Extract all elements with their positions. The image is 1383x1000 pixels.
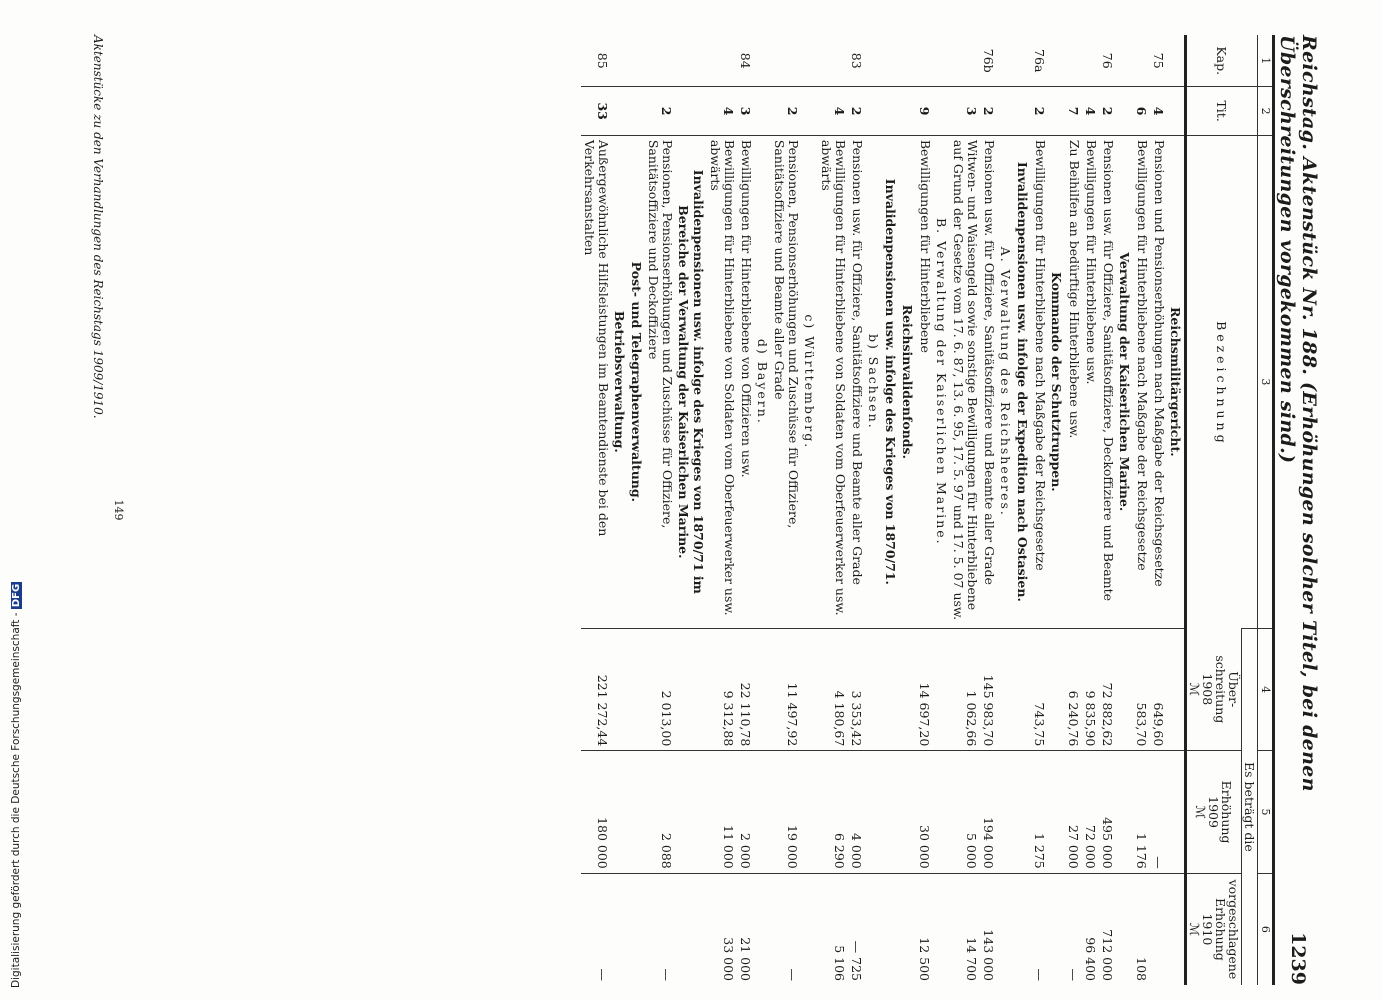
ueberschreitung-cell: 649,60 <box>1150 628 1167 750</box>
table-row <box>1082 35 1099 985</box>
description-cell: Witwen- und Waisengeld sowie sonstige Bewilligungen für Hinterbliebene auf Grund der Gesetze vom 17. 6. 87, 13. 6. 95, 17. 5. 97 und 17. 5. 07 usw. <box>950 135 980 628</box>
tit-cell: 2 <box>771 87 801 135</box>
bottom-page-number: 149 <box>112 499 125 521</box>
kap-cell <box>916 35 933 87</box>
column-number-row <box>1258 35 1274 985</box>
table-row <box>848 35 865 985</box>
section-heading-row <box>1167 35 1186 985</box>
tit-cell: 2 <box>1031 87 1048 135</box>
erhoehung-1910-cell: — <box>771 873 801 985</box>
erhoehung-1910-cell: 712 000 <box>1099 873 1116 985</box>
erhoehung-1909-cell: 27 000 <box>1065 751 1082 873</box>
section-heading-row <box>675 35 707 985</box>
erhoehung-1910-cell: — 725 <box>848 873 865 985</box>
tit-cell: 4 <box>1082 87 1099 135</box>
subsection-heading: c) Württemberg. <box>801 135 818 628</box>
table-body <box>581 35 1186 985</box>
colnum-1: 1 <box>1258 35 1274 87</box>
erhoehung-1910-cell: 5 106 <box>818 873 848 985</box>
column-header-row <box>1242 35 1258 985</box>
section-heading: Verwaltung der Kaiserlichen Marine. <box>1116 135 1133 628</box>
kap-cell <box>771 35 801 87</box>
section-heading: Betriebsverwaltung. <box>611 135 628 628</box>
colnum-5: 5 <box>1258 751 1274 873</box>
table-row <box>645 35 675 985</box>
erhoehung-1909-cell: 495 000 <box>1099 751 1116 873</box>
kap-cell <box>818 35 848 87</box>
subsection-heading-row <box>801 35 818 985</box>
table-row <box>737 35 754 985</box>
table-row <box>581 35 611 985</box>
side-note <box>10 583 24 988</box>
table-row <box>707 35 737 985</box>
header-erhoehung-1910: vorgeschlagene Erhöhung 1910 ℳ <box>1186 873 1242 985</box>
section-heading: Kommando der Schutztruppen. <box>1048 135 1065 628</box>
kap-cell: 84 <box>738 52 753 69</box>
ueberschreitung-cell: 11 497,92 <box>771 628 801 750</box>
ueberschreitung-cell: 72 882,62 <box>1099 628 1116 750</box>
section-heading: Reichsinvalidenfonds. <box>899 135 916 628</box>
page-header <box>1276 35 1320 985</box>
subsection-heading-row <box>997 35 1014 985</box>
section-heading-row <box>1014 35 1031 985</box>
tit-cell: 3 <box>737 87 754 135</box>
tit-cell: 2 <box>1099 87 1116 135</box>
table-row <box>771 35 801 985</box>
table-row <box>1099 35 1116 985</box>
kap-cell <box>1082 35 1099 87</box>
header-kap: Kap. <box>1186 35 1258 87</box>
kap-cell <box>645 35 675 87</box>
description-cell: Bewilligungen für Hinterbliebene nach Maßgabe der Reichsgesetze <box>1133 135 1150 628</box>
tit-cell: 7 <box>1065 87 1082 135</box>
section-heading: Post- und Telegraphenverwaltung. <box>628 135 645 628</box>
subsection-heading-row <box>754 35 771 985</box>
erhoehung-1909-cell: 1 176 <box>1133 751 1150 873</box>
header-ueberschreitung: Über- schreitung 1908 ℳ <box>1186 628 1242 750</box>
tit-cell: 4 <box>1150 87 1167 135</box>
erhoehung-1909-cell: 2 000 <box>737 751 754 873</box>
description-cell: Pensionen usw. für Offiziere, Sanitätsoffiziere und Beamte aller Grade <box>980 135 997 628</box>
section-heading: Reichsmilitärgericht. <box>1167 135 1186 628</box>
erhoehung-1910-cell: 143 000 <box>980 873 997 985</box>
tit-cell: 3 <box>950 87 980 135</box>
subsection-heading-row <box>933 35 950 985</box>
kap-cell <box>1133 35 1150 87</box>
ueberschreitung-cell: 221 272,44 <box>581 628 611 750</box>
kap-cell: 76b <box>981 48 996 73</box>
ueberschreitung-cell: 2 013,00 <box>645 628 675 750</box>
erhoehung-1910-cell: 33 000 <box>707 873 737 985</box>
description-cell: Pensionen usw. für Offiziere, Sanitätsoffiziere und Beamte aller Grade <box>848 135 865 628</box>
description-cell: Bewilligungen für Hinterbliebene von Soldaten vom Oberfeuerwerker usw. abwärts <box>707 135 737 628</box>
description-cell: Außergewöhnliche Hilfsleistungen im Beamtendienste bei den Verkehrsanstalten <box>581 135 611 628</box>
subsection-heading-row <box>865 35 882 985</box>
page-footer <box>91 35 105 985</box>
erhoehung-1909-cell: — <box>1150 751 1167 873</box>
kap-cell: 85 <box>595 52 610 69</box>
erhoehung-1910-cell: — <box>1065 873 1082 985</box>
description-cell: Bewilligungen für Hinterbliebene usw. <box>1082 135 1099 628</box>
colnum-2: 2 <box>1258 87 1274 135</box>
erhoehung-1910-cell: 12 500 <box>916 873 933 985</box>
table-row <box>818 35 848 985</box>
section-heading-row <box>611 35 628 985</box>
erhoehung-1909-cell: 194 000 <box>980 751 997 873</box>
rotated-sheet <box>70 35 1320 985</box>
description-cell: Pensionen usw. für Offiziere, Sanitätsoffiziere, Deckoffiziere und Beamte <box>1099 135 1116 628</box>
subsection-heading: d) Bayern. <box>754 135 771 628</box>
kap-cell: 83 <box>849 52 864 69</box>
section-heading: Invalidenpensionen usw. infolge der Expedition nach Ostasien. <box>1014 135 1031 628</box>
footer-text: Aktenstücke zu den Verhandlungen des Reichstags 1909/1910. <box>91 35 105 419</box>
colnum-6: 6 <box>1258 873 1274 985</box>
table-row <box>916 35 933 985</box>
tit-cell: 2 <box>645 87 675 135</box>
description-cell: Bewilligungen für Hinterbliebene von Offizieren usw. <box>737 135 754 628</box>
ueberschreitung-cell: 22 110,78 <box>737 628 754 750</box>
page-number: 1239 <box>1287 932 1309 985</box>
section-heading: Invalidenpensionen usw. infolge des Krieges von 1870/71. <box>882 135 899 628</box>
erhoehung-1910-cell <box>1150 873 1167 985</box>
dfg-logo: DFG <box>11 583 22 608</box>
erhoehung-1910-cell: 21 000 <box>737 873 754 985</box>
header-es-betraegt: Es beträgt die <box>1242 628 1258 985</box>
ueberschreitung-cell: 4 180,67 <box>818 628 848 750</box>
description-cell: Pensionen und Pensionserhöhungen nach Maßgabe der Reichsgesetze <box>1150 135 1167 628</box>
kap-cell <box>1065 35 1082 87</box>
section-heading-row <box>899 35 916 985</box>
ueberschreitung-cell: 6 240,76 <box>1065 628 1082 750</box>
tit-cell: 4 <box>818 87 848 135</box>
tit-cell: 6 <box>1133 87 1150 135</box>
description-cell: Pensionen, Pensionserhöhungen und Zuschüsse für Offiziere, Sanitätsoffiziere und Beamte aller Grade <box>771 135 801 628</box>
description-cell: Pensionen, Pensionserhöhungen und Zuschüsse für Offiziere, Sanitätsoffiziere und Deckoffiziere <box>645 135 675 628</box>
tit-cell: 9 <box>916 87 933 135</box>
table-row <box>950 35 980 985</box>
header-tit: Tit. <box>1186 87 1258 135</box>
erhoehung-1909-cell: 1 275 <box>1031 751 1048 873</box>
colnum-4: 4 <box>1258 628 1274 750</box>
subsection-heading: B. Verwaltung der Kaiserlichen Marine. <box>933 135 950 628</box>
ueberschreitung-cell: 9 835,90 <box>1082 628 1099 750</box>
ueberschreitung-cell: 145 983,70 <box>980 628 997 750</box>
description-cell: Bewilligungen für Hinterbliebene <box>916 135 933 628</box>
erhoehung-1910-cell: 108 <box>1133 873 1150 985</box>
erhoehung-1909-cell: 4 000 <box>848 751 865 873</box>
erhoehung-1909-cell: 19 000 <box>771 751 801 873</box>
erhoehung-1909-cell: 6 290 <box>818 751 848 873</box>
description-cell: Bewilligungen für Hinterbliebene von Soldaten vom Oberfeuerwerker usw. abwärts <box>818 135 848 628</box>
table-row <box>1133 35 1150 985</box>
page-title: Reichstag. Aktenstück Nr. 188. (Erhöhungen solcher Titel, bei denen Überschreitungen vorgekommen sind.) <box>1276 35 1320 792</box>
kap-cell: 76a <box>1032 49 1047 73</box>
ueberschreitung-cell: 743,75 <box>1031 628 1048 750</box>
subsection-heading: b) Sachsen. <box>865 135 882 628</box>
erhoehung-1910-cell: 96 400 <box>1082 873 1099 985</box>
ueberschreitung-cell: 14 697,20 <box>916 628 933 750</box>
section-heading: Invalidenpensionen usw. infolge des Krieges von 1870/71 im Bereiche der Verwaltung der Kaiserlichen Marine. <box>675 135 707 628</box>
table-row <box>980 35 997 985</box>
description-cell: Bewilligungen für Hinterbliebene nach Maßgabe der Reichsgesetze <box>1031 135 1048 628</box>
tit-cell: 2 <box>980 87 997 135</box>
erhoehung-1910-cell: 14 700 <box>950 873 980 985</box>
kap-cell <box>950 35 980 87</box>
erhoehung-1910-cell: — <box>645 873 675 985</box>
erhoehung-1909-cell: 180 000 <box>581 751 611 873</box>
ueberschreitung-cell: 1 062,66 <box>950 628 980 750</box>
kap-cell <box>707 35 737 87</box>
header-bezeichnung: B e z e i c h n u n g <box>1186 135 1258 628</box>
erhoehung-1909-cell: 30 000 <box>916 751 933 873</box>
description-cell: Zu Beihilfen an bedürftige Hinterbliebene usw. <box>1065 135 1082 628</box>
erhoehung-1909-cell: 72 000 <box>1082 751 1099 873</box>
erhoehung-1910-cell: — <box>581 873 611 985</box>
erhoehung-1909-cell: 2 088 <box>645 751 675 873</box>
tit-cell: 2 <box>848 87 865 135</box>
kap-cell: 75 <box>1151 52 1166 69</box>
header-erhoehung-1909: Erhöhung 1909 ℳ <box>1186 751 1242 873</box>
ueberschreitung-cell: 9 312,88 <box>707 628 737 750</box>
section-heading-row <box>1116 35 1133 985</box>
erhoehung-1909-cell: 5 000 <box>950 751 980 873</box>
subsection-heading: A. Verwaltung des Reichsheeres. <box>997 135 1014 628</box>
tit-cell: 4 <box>707 87 737 135</box>
ueberschreitung-cell: 3 353,42 <box>848 628 865 750</box>
ueberschreitung-cell: 583,70 <box>1133 628 1150 750</box>
tit-cell: 33 <box>581 87 611 135</box>
table-row <box>1065 35 1082 985</box>
table-row <box>1031 35 1048 985</box>
section-heading-row <box>882 35 899 985</box>
data-table <box>581 35 1275 985</box>
erhoehung-1910-cell: — <box>1031 873 1048 985</box>
side-note-text: Digitalisierung gefördert durch die Deutsche Forschungsgemeinschaft - DFG <box>10 583 22 988</box>
section-heading-row <box>1048 35 1065 985</box>
kap-cell: 76 <box>1100 52 1115 69</box>
table-row <box>1150 35 1167 985</box>
erhoehung-1909-cell: 11 000 <box>707 751 737 873</box>
colnum-3: 3 <box>1258 135 1274 628</box>
section-heading-row <box>628 35 645 985</box>
